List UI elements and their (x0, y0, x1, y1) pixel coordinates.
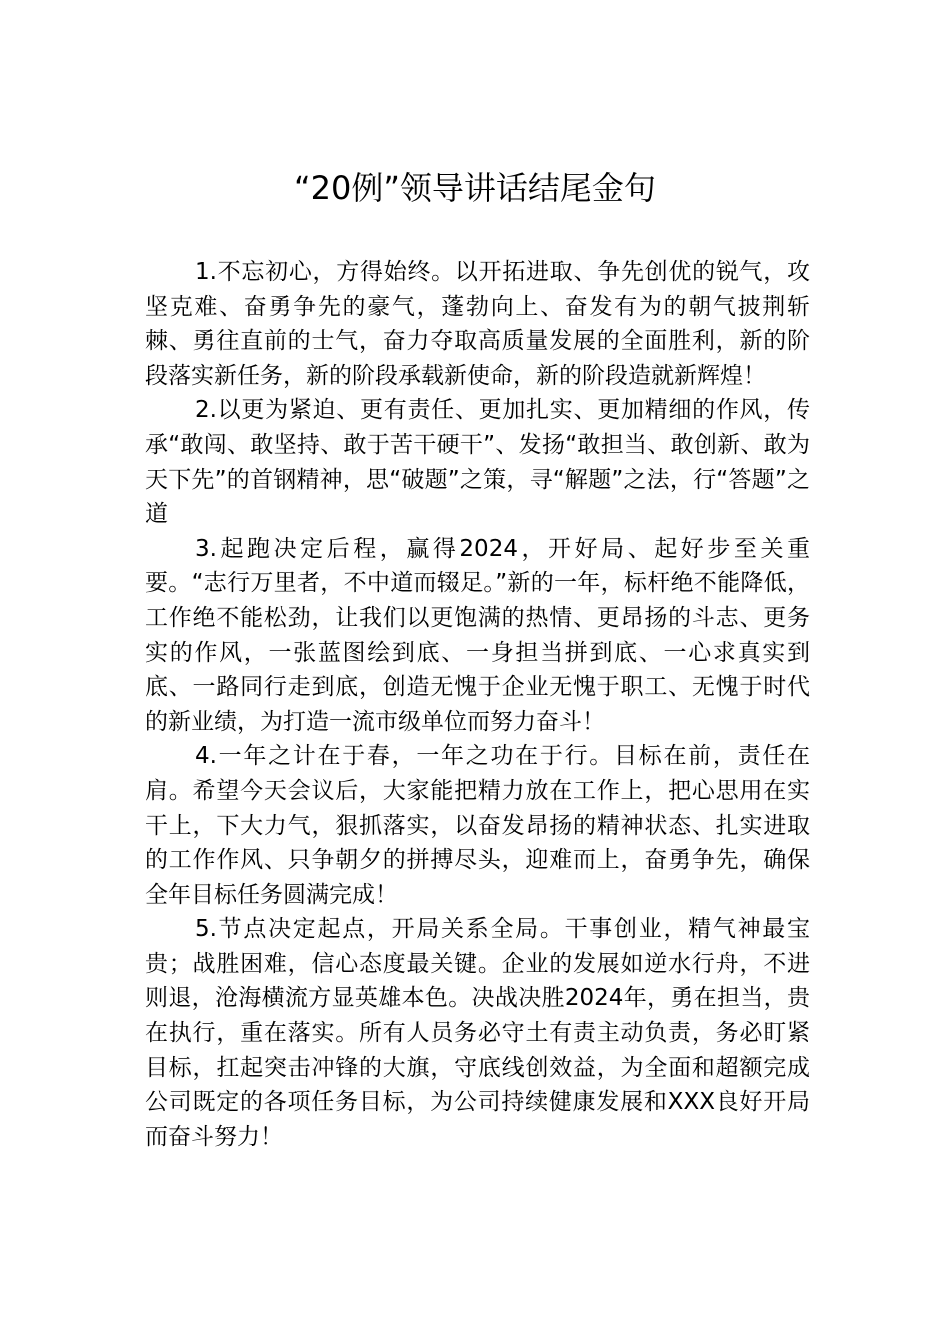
document-title: “20例”领导讲话结尾金句 (294, 169, 656, 207)
paragraph-1: 1.不忘初心，方得始终。以开拓进取、争先创优的锐气，攻坚克难、奋勇争先的豪气，蓬勃向上、奋发有为的朝气披荆斩棘、勇往直前的士气，奋力夺取高质量发展的全面胜利，新的阶段落实新任务，新的阶段承载新使命，新的阶段造就新辉煌！ (145, 259, 810, 389)
paragraph-4: 4.一年之计在于春，一年之功在于行。目标在前，责任在肩。希望今天会议后，大家能把精力放在工作上，把心思用在实干上，下大力气，狠抓落实，以奋发昂扬的精神状态、扎实进取的工作作风、只争朝夕的拼搏尽头，迎难而上，奋勇争先，确保全年目标任务圆满完成！ (145, 743, 810, 908)
paragraph-3: 3.起跑决定后程，赢得2024，开好局、起好步至关重要。“志行万里者，不中道而辍足。”新的一年，标杆绝不能降低，工作绝不能松劲，让我们以更饱满的热情、更昂扬的斗志、更务实的作风，一张蓝图绘到底、一身担当拼到底、一心求真实到底、一路同行走到底，创造无愧于企业无愧于职工、无愧于时代的新业绩，为打造一流市级单位而努力奋斗！ (145, 535, 810, 735)
paragraph-5: 5.节点决定起点，开局关系全局。干事创业，精气神最宝贵；战胜困难，信心态度最关键。企业的发展如逆水行舟，不进则退，沧海横流方显英雄本色。决战决胜2024年，勇在担当，贵在执行，重在落实。所有人员务必守土有责主动负责，务必盯紧目标，扛起突击冲锋的大旗，守底线创效益，为全面和超额完成公司既定的各项任务目标，为公司持续健康发展和XXX良好开局而奋斗努力！ (145, 916, 810, 1150)
paragraph-2: 2.以更为紧迫、更有责任、更加扎实、更加精细的作风，传承“敢闯、敢坚持、敢于苦干硬干”、发扬“敢担当、敢创新、敢为天下先”的首钢精神，思“破题”之策，寻“解题”之法，行“答题”之道 (145, 397, 810, 528)
document-body (145, 255, 810, 1154)
